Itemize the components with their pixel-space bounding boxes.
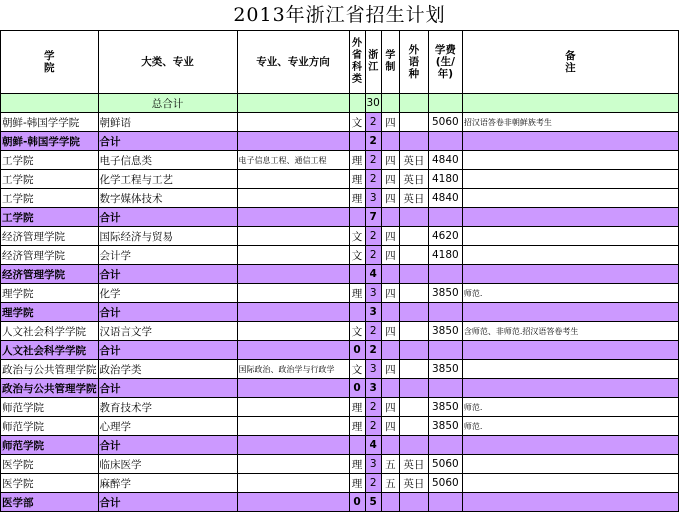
cell-note: 招汉语答卷非朝鲜族考生 <box>462 113 678 132</box>
cell-zhejiang: 4 <box>365 265 381 284</box>
cell-fee <box>428 94 462 113</box>
cell-note <box>462 303 678 322</box>
cell-college: 工学院 <box>1 208 99 227</box>
cell-direction <box>237 341 349 360</box>
grand-total-row <box>1 94 679 113</box>
cell-zhejiang: 2 <box>365 113 381 132</box>
cell-years: 四 <box>381 417 399 436</box>
cell-fee <box>428 208 462 227</box>
table-row <box>1 189 679 208</box>
cell-fee: 5060 <box>428 474 462 493</box>
cell-note <box>462 474 678 493</box>
cell-fee: 3850 <box>428 360 462 379</box>
cell-category: 0 <box>349 379 365 398</box>
cell-category: 理 <box>349 474 365 493</box>
cell-major: 化学工程与工艺 <box>98 170 237 189</box>
cell-years: 五 <box>381 474 399 493</box>
cell-category: 0 <box>349 493 365 512</box>
cell-college: 人文社会科学学院 <box>1 341 99 360</box>
cell-years <box>381 436 399 455</box>
cell-category: 文 <box>349 322 365 341</box>
cell-zhejiang: 7 <box>365 208 381 227</box>
cell-years: 四 <box>381 227 399 246</box>
subtotal-row <box>1 208 679 227</box>
cell-category: 文 <box>349 227 365 246</box>
header-college: 学 院 <box>1 31 99 94</box>
cell-zhejiang: 2 <box>365 246 381 265</box>
cell-years: 四 <box>381 284 399 303</box>
cell-direction <box>237 474 349 493</box>
cell-major: 国际经济与贸易 <box>98 227 237 246</box>
cell-note <box>462 379 678 398</box>
cell-zhejiang: 3 <box>365 189 381 208</box>
cell-college: 医学院 <box>1 455 99 474</box>
cell-note <box>462 208 678 227</box>
cell-note <box>462 151 678 170</box>
cell-direction <box>237 303 349 322</box>
cell-direction <box>237 436 349 455</box>
cell-years <box>381 265 399 284</box>
cell-college: 工学院 <box>1 189 99 208</box>
header-fee: 学费 (生/ 年) <box>428 31 462 94</box>
cell-fee: 3850 <box>428 284 462 303</box>
cell-zhejiang: 2 <box>365 398 381 417</box>
cell-language <box>399 322 428 341</box>
cell-college: 政治与公共管理学院 <box>1 360 99 379</box>
cell-college <box>1 94 99 113</box>
cell-language <box>399 436 428 455</box>
table-row <box>1 474 679 493</box>
cell-years: 四 <box>381 398 399 417</box>
cell-note: 含师范、非师范.招汉语答卷考生 <box>462 322 678 341</box>
grand-total-label: 总合计 <box>98 94 237 113</box>
cell-note <box>462 227 678 246</box>
cell-note <box>462 455 678 474</box>
header-language: 外 语 种 <box>399 31 428 94</box>
cell-zhejiang: 4 <box>365 436 381 455</box>
cell-language <box>399 360 428 379</box>
cell-college: 师范学院 <box>1 436 99 455</box>
cell-zhejiang: 3 <box>365 303 381 322</box>
cell-direction <box>237 227 349 246</box>
cell-language <box>399 417 428 436</box>
cell-category: 理 <box>349 284 365 303</box>
cell-college: 经济管理学院 <box>1 265 99 284</box>
cell-major: 化学 <box>98 284 237 303</box>
table-row <box>1 455 679 474</box>
cell-note <box>462 265 678 284</box>
cell-major: 教育技术学 <box>98 398 237 417</box>
cell-college: 朝鲜-韩国学学院 <box>1 113 99 132</box>
cell-major: 会计学 <box>98 246 237 265</box>
cell-college: 政治与公共管理学院 <box>1 379 99 398</box>
cell-years: 四 <box>381 170 399 189</box>
cell-category: 文 <box>349 113 365 132</box>
cell-college: 人文社会科学学院 <box>1 322 99 341</box>
cell-zhejiang: 3 <box>365 455 381 474</box>
cell-direction: 电子信息工程、通信工程 <box>237 151 349 170</box>
cell-zhejiang: 3 <box>365 360 381 379</box>
cell-years: 四 <box>381 151 399 170</box>
cell-note: 师范. <box>462 398 678 417</box>
cell-category: 理 <box>349 398 365 417</box>
cell-zhejiang: 3 <box>365 284 381 303</box>
cell-fee: 3850 <box>428 322 462 341</box>
cell-years: 四 <box>381 360 399 379</box>
cell-language <box>399 265 428 284</box>
cell-direction <box>237 322 349 341</box>
cell-category <box>349 436 365 455</box>
cell-college: 医学部 <box>1 493 99 512</box>
cell-category: 文 <box>349 246 365 265</box>
cell-direction <box>237 284 349 303</box>
subtotal-row <box>1 132 679 151</box>
cell-years <box>381 132 399 151</box>
cell-language <box>399 398 428 417</box>
cell-zhejiang: 2 <box>365 132 381 151</box>
cell-direction <box>237 132 349 151</box>
cell-language <box>399 246 428 265</box>
cell-zhejiang: 5 <box>365 493 381 512</box>
cell-major: 合计 <box>98 379 237 398</box>
table-row <box>1 113 679 132</box>
subtotal-row <box>1 265 679 284</box>
cell-language <box>399 227 428 246</box>
table-row <box>1 227 679 246</box>
cell-note: 师范. <box>462 417 678 436</box>
cell-category: 0 <box>349 341 365 360</box>
cell-direction <box>237 113 349 132</box>
cell-college: 工学院 <box>1 170 99 189</box>
cell-fee: 4620 <box>428 227 462 246</box>
cell-years <box>381 493 399 512</box>
cell-direction <box>237 455 349 474</box>
header-zhejiang: 浙 江 <box>365 31 381 94</box>
header-row <box>1 31 679 94</box>
cell-category: 文 <box>349 360 365 379</box>
cell-direction <box>237 417 349 436</box>
subtotal-row <box>1 303 679 322</box>
cell-college: 经济管理学院 <box>1 246 99 265</box>
cell-language <box>399 208 428 227</box>
cell-direction <box>237 265 349 284</box>
cell-years: 四 <box>381 322 399 341</box>
subtotal-row <box>1 341 679 360</box>
cell-zhejiang: 2 <box>365 341 381 360</box>
cell-major: 合计 <box>98 436 237 455</box>
header-direction: 专业、专业方向 <box>237 31 349 94</box>
cell-direction <box>237 208 349 227</box>
cell-direction <box>237 170 349 189</box>
subtotal-row <box>1 493 679 512</box>
table-row <box>1 284 679 303</box>
table-row <box>1 360 679 379</box>
cell-major: 麻醉学 <box>98 474 237 493</box>
cell-major: 汉语言文学 <box>98 322 237 341</box>
cell-major: 政治学类 <box>98 360 237 379</box>
cell-note <box>462 246 678 265</box>
cell-zhejiang: 3 <box>365 379 381 398</box>
cell-language: 英日 <box>399 151 428 170</box>
cell-fee <box>428 341 462 360</box>
cell-years <box>381 379 399 398</box>
cell-major: 朝鲜语 <box>98 113 237 132</box>
cell-language: 英日 <box>399 474 428 493</box>
cell-category <box>349 265 365 284</box>
cell-major: 合计 <box>98 341 237 360</box>
table-row <box>1 151 679 170</box>
cell-note <box>462 493 678 512</box>
cell-direction <box>237 246 349 265</box>
table-row <box>1 170 679 189</box>
cell-zhejiang: 2 <box>365 322 381 341</box>
cell-fee: 5060 <box>428 455 462 474</box>
cell-college: 朝鲜-韩国学学院 <box>1 132 99 151</box>
cell-major: 临床医学 <box>98 455 237 474</box>
cell-college: 经济管理学院 <box>1 227 99 246</box>
cell-years: 四 <box>381 246 399 265</box>
cell-direction <box>237 189 349 208</box>
cell-category <box>349 208 365 227</box>
cell-years <box>381 341 399 360</box>
cell-category: 理 <box>349 151 365 170</box>
cell-college: 理学院 <box>1 303 99 322</box>
table-row <box>1 246 679 265</box>
cell-category: 理 <box>349 455 365 474</box>
header-years: 学 制 <box>381 31 399 94</box>
cell-zhejiang: 2 <box>365 227 381 246</box>
cell-direction <box>237 379 349 398</box>
cell-note <box>462 132 678 151</box>
cell-note <box>462 170 678 189</box>
header-note: 备 注 <box>462 31 678 94</box>
page-title: 2013年浙江省招生计划 <box>233 4 446 26</box>
cell-language <box>399 113 428 132</box>
cell-college: 理学院 <box>1 284 99 303</box>
cell-category <box>349 303 365 322</box>
table-row <box>1 398 679 417</box>
cell-language <box>399 341 428 360</box>
cell-category <box>349 94 365 113</box>
cell-fee <box>428 493 462 512</box>
cell-category: 理 <box>349 170 365 189</box>
grand-total-value: 30 <box>365 94 381 113</box>
cell-direction: 国际政治、政治学与行政学 <box>237 360 349 379</box>
cell-note: 师范. <box>462 284 678 303</box>
cell-note <box>462 94 678 113</box>
cell-years <box>381 208 399 227</box>
enrollment-table <box>0 30 679 512</box>
cell-major: 合计 <box>98 208 237 227</box>
cell-zhejiang: 2 <box>365 417 381 436</box>
cell-language: 英日 <box>399 455 428 474</box>
cell-fee: 4840 <box>428 189 462 208</box>
cell-language: 英日 <box>399 170 428 189</box>
cell-note <box>462 436 678 455</box>
cell-direction <box>237 94 349 113</box>
cell-fee: 4180 <box>428 246 462 265</box>
cell-college: 师范学院 <box>1 417 99 436</box>
cell-note <box>462 341 678 360</box>
cell-fee: 3850 <box>428 417 462 436</box>
cell-fee: 4840 <box>428 151 462 170</box>
cell-category: 理 <box>349 189 365 208</box>
header-outside-category: 外 省 科 类 <box>349 31 365 94</box>
cell-major: 电子信息类 <box>98 151 237 170</box>
cell-category <box>349 132 365 151</box>
cell-language <box>399 132 428 151</box>
subtotal-row <box>1 379 679 398</box>
cell-language <box>399 303 428 322</box>
cell-fee <box>428 436 462 455</box>
cell-fee: 3850 <box>428 398 462 417</box>
cell-years <box>381 303 399 322</box>
cell-language <box>399 493 428 512</box>
cell-fee <box>428 265 462 284</box>
cell-zhejiang: 2 <box>365 170 381 189</box>
cell-language <box>399 379 428 398</box>
cell-college: 师范学院 <box>1 398 99 417</box>
cell-language: 英日 <box>399 189 428 208</box>
cell-years: 四 <box>381 113 399 132</box>
subtotal-row <box>1 436 679 455</box>
cell-fee: 5060 <box>428 113 462 132</box>
cell-fee <box>428 303 462 322</box>
cell-college: 工学院 <box>1 151 99 170</box>
cell-language <box>399 284 428 303</box>
cell-zhejiang: 2 <box>365 151 381 170</box>
cell-category: 理 <box>349 417 365 436</box>
cell-fee: 4180 <box>428 170 462 189</box>
header-major: 大类、专业 <box>98 31 237 94</box>
cell-major: 合计 <box>98 493 237 512</box>
cell-fee <box>428 132 462 151</box>
cell-note <box>462 360 678 379</box>
cell-direction <box>237 493 349 512</box>
cell-note <box>462 189 678 208</box>
cell-college: 医学院 <box>1 474 99 493</box>
cell-major: 合计 <box>98 132 237 151</box>
cell-major: 合计 <box>98 303 237 322</box>
cell-major: 心理学 <box>98 417 237 436</box>
cell-years <box>381 94 399 113</box>
table-row <box>1 417 679 436</box>
cell-language <box>399 94 428 113</box>
table-row <box>1 322 679 341</box>
cell-direction <box>237 398 349 417</box>
cell-major: 合计 <box>98 265 237 284</box>
cell-years: 四 <box>381 189 399 208</box>
cell-major: 数字媒体技术 <box>98 189 237 208</box>
cell-fee <box>428 379 462 398</box>
cell-zhejiang: 2 <box>365 474 381 493</box>
cell-years: 五 <box>381 455 399 474</box>
